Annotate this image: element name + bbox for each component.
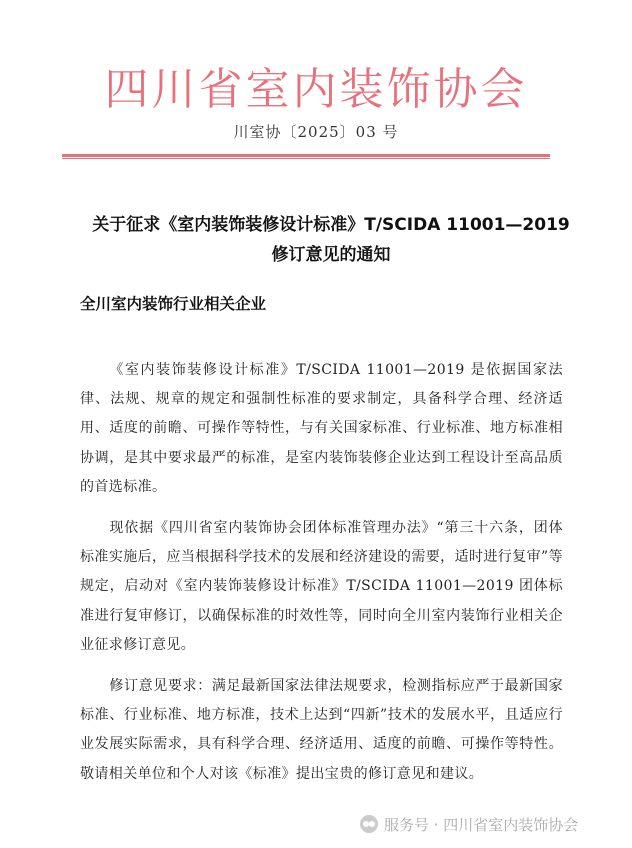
red-divider xyxy=(62,154,550,159)
notice-body xyxy=(80,356,563,801)
watermark xyxy=(360,810,578,838)
body-paragraph-1: 《室内装饰装修设计标准》T/SCIDA 11001—2019 是依据国家法律、法规、规章的规定和强制性标准的要求制定，具备科学合理、经济适用、适度的前瞻、可操作等特性，与有关国家标准、行业标准、地方标准相协调，是其中要求最严的标准，是室内装饰装修企业达到工程设计至高品质的首选标准。 xyxy=(80,362,563,495)
notice-title-line-1: 关于征求《室内装饰装修设计标准》T/SCIDA 11001—2019 xyxy=(92,215,570,235)
organization-header: 四川省室内装饰协会 xyxy=(104,64,528,115)
wechat-icon xyxy=(360,815,378,833)
body-paragraph-3: 修订意见要求：满足最新国家法律法规要求，检测指标应严于最新国家标准、行业标准、地方标准，技术上达到“四新”技术的发展水平，且适应行业发展实际需求，具有科学合理、经济适用、适度的前瞻、可操作等特性。敬请相关单位和个人对该《标准》提出宝贵的修订意见和建议。 xyxy=(80,678,563,782)
body-paragraph-2: 现依据《四川省室内装饰协会团体标准管理办法》“第三十六条，团体标准实施后，应当根据科学技术的发展和经济建设的需要，适时进行复审”等规定，启动对《室内装饰装修设计标准》T/SCIDA 11001—2019 团体标准进行复审修订，以确保标准的时效性等，同时向全川室内装饰行业相关企业征求修订意见。 xyxy=(80,520,563,653)
watermark-text: 服务号 · 四川省室内装饰协会 xyxy=(384,815,579,834)
notice-title xyxy=(60,210,602,270)
document-number: 川室协〔2025〕03 号 xyxy=(233,123,399,141)
addressee: 全川室内装饰行业相关企业 xyxy=(80,295,267,313)
notice-title-line-2: 修订意见的通知 xyxy=(271,245,391,265)
